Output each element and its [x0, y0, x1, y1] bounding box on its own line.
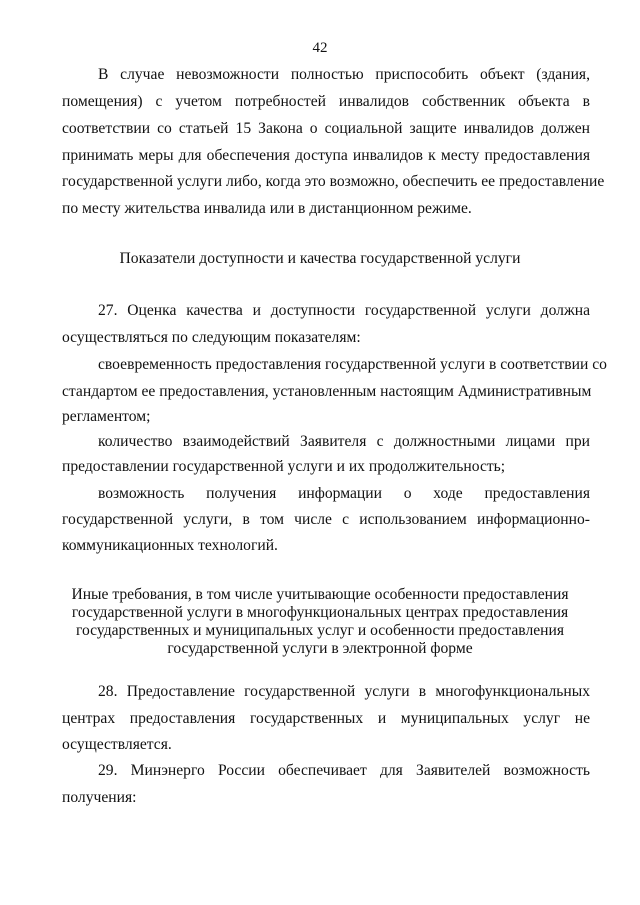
page-number: 42 [312, 40, 328, 56]
text-line: осуществляться по следующим показателям: [62, 329, 361, 346]
text-line: центрах предоставления государственных и муниципальных услуг не [62, 710, 590, 727]
section-heading: государственной услуги в многофункциональных центрах предоставления [71, 604, 569, 621]
text-line: коммуникационных технологий. [62, 537, 278, 554]
text-line: В случае невозможности полностью приспособить объект (здания, [98, 66, 590, 83]
text-line: принимать меры для обеспечения доступа инвалидов к месту предоставления [62, 147, 590, 164]
text-line: регламентом; [62, 408, 151, 425]
text-line: помещения) с учетом потребностей инвалидов собственник объекта в [62, 93, 590, 110]
text-line: предоставлении государственной услуги и их продолжительность; [62, 458, 506, 475]
text-line: возможность получения информации о ходе предоставления [98, 485, 590, 502]
section-heading: Показатели доступности и качества государственной услуги [119, 250, 521, 267]
text-line: стандартом ее предоставления, установленным настоящим Административным [62, 383, 592, 400]
text-line: своевременность предоставления государственной услуги в соответствии со [98, 356, 607, 373]
text-line: соответствии со статьей 15 Закона о социальной защите инвалидов должен [62, 120, 590, 137]
text-line: 29. Минэнерго России обеспечивает для Заявителей возможность [98, 762, 590, 779]
text-line: по месту жительства инвалида или в дистанционном режиме. [62, 200, 472, 217]
text-line: государственной услуги либо, когда это возможно, обеспечить ее предоставление [62, 173, 605, 190]
section-heading: государственных и муниципальных услуг и особенности предоставления [75, 622, 565, 639]
text-line: осуществляется. [62, 736, 172, 753]
text-line: получения: [62, 789, 137, 806]
text-line: государственной услуги, в том числе с использованием информационно- [62, 511, 590, 528]
section-heading: государственной услуги в электронной форме [167, 640, 473, 657]
section-heading: Иные требования, в том числе учитывающие особенности предоставления [71, 586, 569, 603]
text-line: 27. Оценка качества и доступности государственной услуги должна [98, 302, 590, 319]
text-line: количество взаимодействий Заявителя с должностными лицами при [98, 433, 590, 450]
text-line: 28. Предоставление государственной услуги в многофункциональных [98, 683, 590, 700]
